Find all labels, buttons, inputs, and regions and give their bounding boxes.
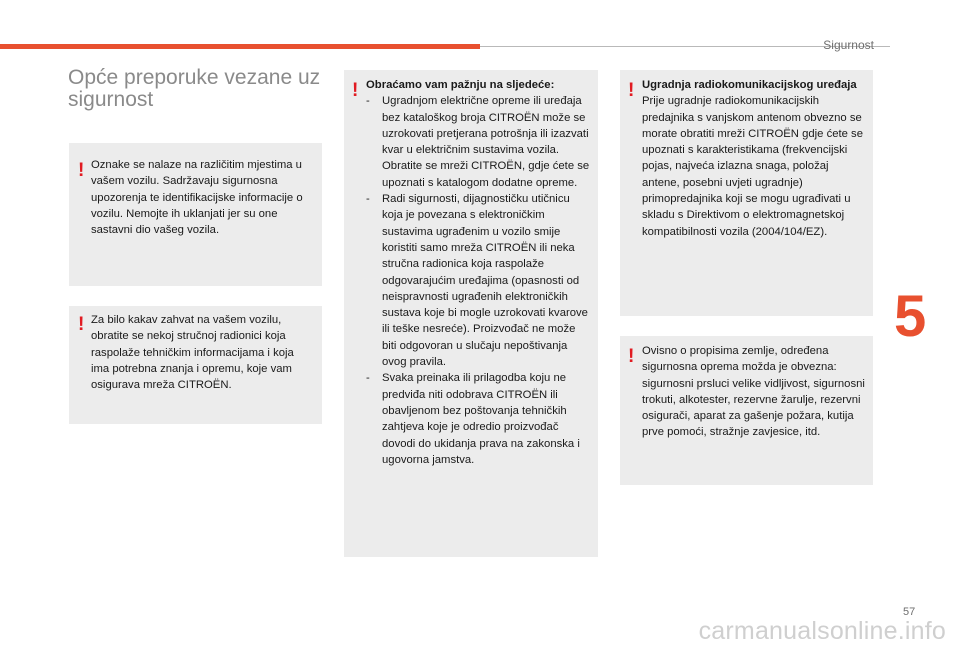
watermark: carmanualsonline.info xyxy=(698,617,946,645)
box-text: Za bilo kakav zahvat na vašem vozilu, obratite se nekoj stručnoj radionici koja raspolaže tehničkim informacijama i koja ima potrebna znanja i opremu, koje vam osigurava mreža CITROËN. xyxy=(91,314,294,392)
section-label: Sigurnost xyxy=(823,38,874,52)
warning-box-labels xyxy=(69,143,322,286)
warning-icon: ! xyxy=(628,80,635,101)
box-text: Ovisno o propisima zemlje, određena sigurnosna oprema možda je obvezna: sigurnosni prsluci velike vidljivost, sigurnosni trokuti, alkotester, rezervne žarulje, rezervni osigurači, aparat za gašenje požara, kutija prve pomoći, stražnje zavjesice, itd. xyxy=(642,345,865,439)
list-item: - Radi sigurnosti, dijagnostičku utičnicu koja je povezana s elektroničkim sustavima ugrađenim u vozilo smije koristiti samo mreža CITROËN ili neka stručna radionica koja raspolaže odgovarajućim uređajima (opasnosti od neispravnosti ugrađenih elektroničkih sustava koje bi mogle uzrokovati kvarove ili teške nesreće). Proizvođač ne može biti odgovoran u slučaju nepoštivanja ovog pravila. xyxy=(366,193,588,369)
list-item: - Ugradnjom električne opreme ili uređaja bez kataloškog broja CITROËN može se uzrokovati pretjerana potrošnja ili izazvati kvar u električnim sustavima vozila. Obratite se mreži CITROËN, gdje ćete se upoznati s katalogom dodatne opreme. xyxy=(366,95,590,189)
warning-box-attention xyxy=(344,70,598,557)
list-item: - Svaka preinaka ili prilagodba koju ne predviđa niti odobrava CITROËN ili obavljenom bez poštovanja tehničkih zahtjeva koje je odredio proizvođač dovodi do ukidanja prava na zakonska i ugovorna jamstva. xyxy=(366,372,580,466)
box-text: Oznake se nalaze na različitim mjestima u vašem vozilu. Sadržavaju sigurnosna upozorenja te identifikacijske informacije o vozilu. Nemojte ih uklanjati jer su one sastavni dio vašeg vozila. xyxy=(91,159,303,237)
page-title: Opće preporuke vezane uz sigurnost xyxy=(68,66,321,111)
list-item-text: Svaka preinaka ili prilagodba koju ne predviđa niti odobrava CITROËN ili obavljenom bez poštovanja tehničkih zahtjeva koje je odredio proizvođač dovodi do ukidanja prava na zakonska i ugovorna jamstva. xyxy=(382,372,580,466)
box-heading: Obraćamo vam pažnju na sljedeće: xyxy=(366,79,555,91)
warning-icon: ! xyxy=(352,80,359,101)
box-text: Prije ugradnje radiokomunikacijskih predajnika s vanjskom antenom obvezno se morate obratiti mreži CITROËN gdje ćete se upoznati s karakteristikama (frekvencijski pojas, najveća izlazna snaga, položaj antene, posebni uvjeti ugradnje) primopredajnika koji se mogu ugrađivati u skladu s Direktivom o elektromagnetskoj kompatibilnosti vozila (2004/104/EZ). xyxy=(642,95,863,238)
list-item-text: Ugradnjom električne opreme ili uređaja bez kataloškog broja CITROËN može se uzrokovati pretjerana potrošnja ili izazvati kvar u električnim sustavima vozila. Obratite se mreži CITROËN, gdje ćete se upoznati s katalogom dodatne opreme. xyxy=(382,95,590,189)
box-heading: Ugradnja radiokomunikacijskog uređaja xyxy=(642,79,857,91)
chapter-number: 5 xyxy=(894,284,927,349)
page-number: 57 xyxy=(903,606,916,618)
warning-box-workshop xyxy=(69,306,322,424)
warning-box-radio xyxy=(620,70,873,316)
warning-icon: ! xyxy=(78,314,85,335)
warning-icon: ! xyxy=(78,160,85,181)
list-item-text: Radi sigurnosti, dijagnostičku utičnicu koja je povezana s elektroničkim sustavima ugrađenim u vozilo smije koristiti samo mreža CITROËN ili neka stručna radionica koja raspolaže odgovarajućim uređajima (opasnosti od neispravnosti ugrađenih elektroničkih sustava koje bi mogle uzrokovati kvarove ili teške nesreće). Proizvođač ne može biti odgovoran u slučaju nepoštivanja ovog pravila. xyxy=(382,193,588,369)
warning-icon: ! xyxy=(628,346,635,367)
attention-list xyxy=(366,93,592,468)
warning-box-equipment xyxy=(620,336,873,485)
accent-bar xyxy=(0,44,480,49)
